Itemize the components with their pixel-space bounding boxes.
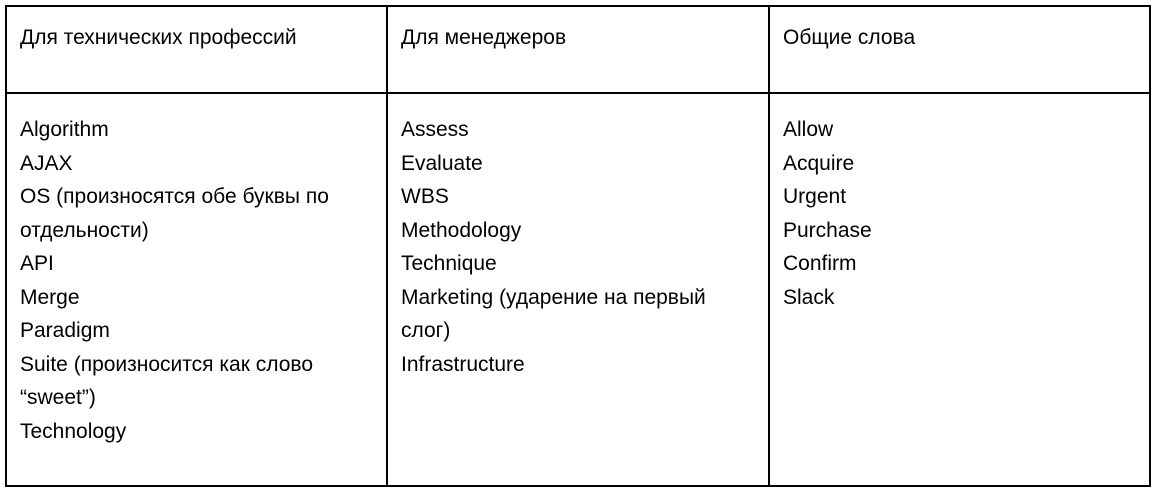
list-item: OS (произносятся обе буквы по отдельности) xyxy=(20,185,329,242)
list-item: Confirm xyxy=(783,252,857,275)
words-row xyxy=(6,93,1150,486)
header-row xyxy=(6,6,1150,93)
list-item: Infrastructure xyxy=(401,352,525,376)
list-item: Evaluate xyxy=(401,151,483,175)
list-item: Technology xyxy=(20,419,127,443)
header-technical: Для технических профессий xyxy=(6,6,387,93)
header-common: Общие слова xyxy=(769,6,1150,93)
list-item: Methodology xyxy=(401,218,522,242)
vocabulary-table xyxy=(5,5,1151,487)
list-item: Acquire xyxy=(783,151,855,175)
list-item: Paradigm xyxy=(20,319,110,342)
list-item: Technique xyxy=(401,252,497,275)
technical-words-cell xyxy=(6,93,387,486)
list-item: Algorithm xyxy=(20,118,109,141)
common-words-cell xyxy=(769,93,1150,486)
list-item: Marketing (ударение на первый слог) xyxy=(401,285,706,342)
list-item: Suite (произносится как слово “sweet”) xyxy=(20,352,313,409)
list-item: Allow xyxy=(783,118,834,141)
list-item: Purchase xyxy=(783,218,872,242)
list-item: Slack xyxy=(783,285,835,309)
list-item: API xyxy=(20,252,54,275)
list-item: AJAX xyxy=(20,151,73,175)
list-item: Assess xyxy=(401,118,469,141)
header-managers: Для менеджеров xyxy=(387,6,769,93)
list-item: Urgent xyxy=(783,185,847,208)
list-item: Merge xyxy=(20,285,80,309)
manager-words-cell xyxy=(387,93,769,486)
list-item: WBS xyxy=(401,185,449,208)
